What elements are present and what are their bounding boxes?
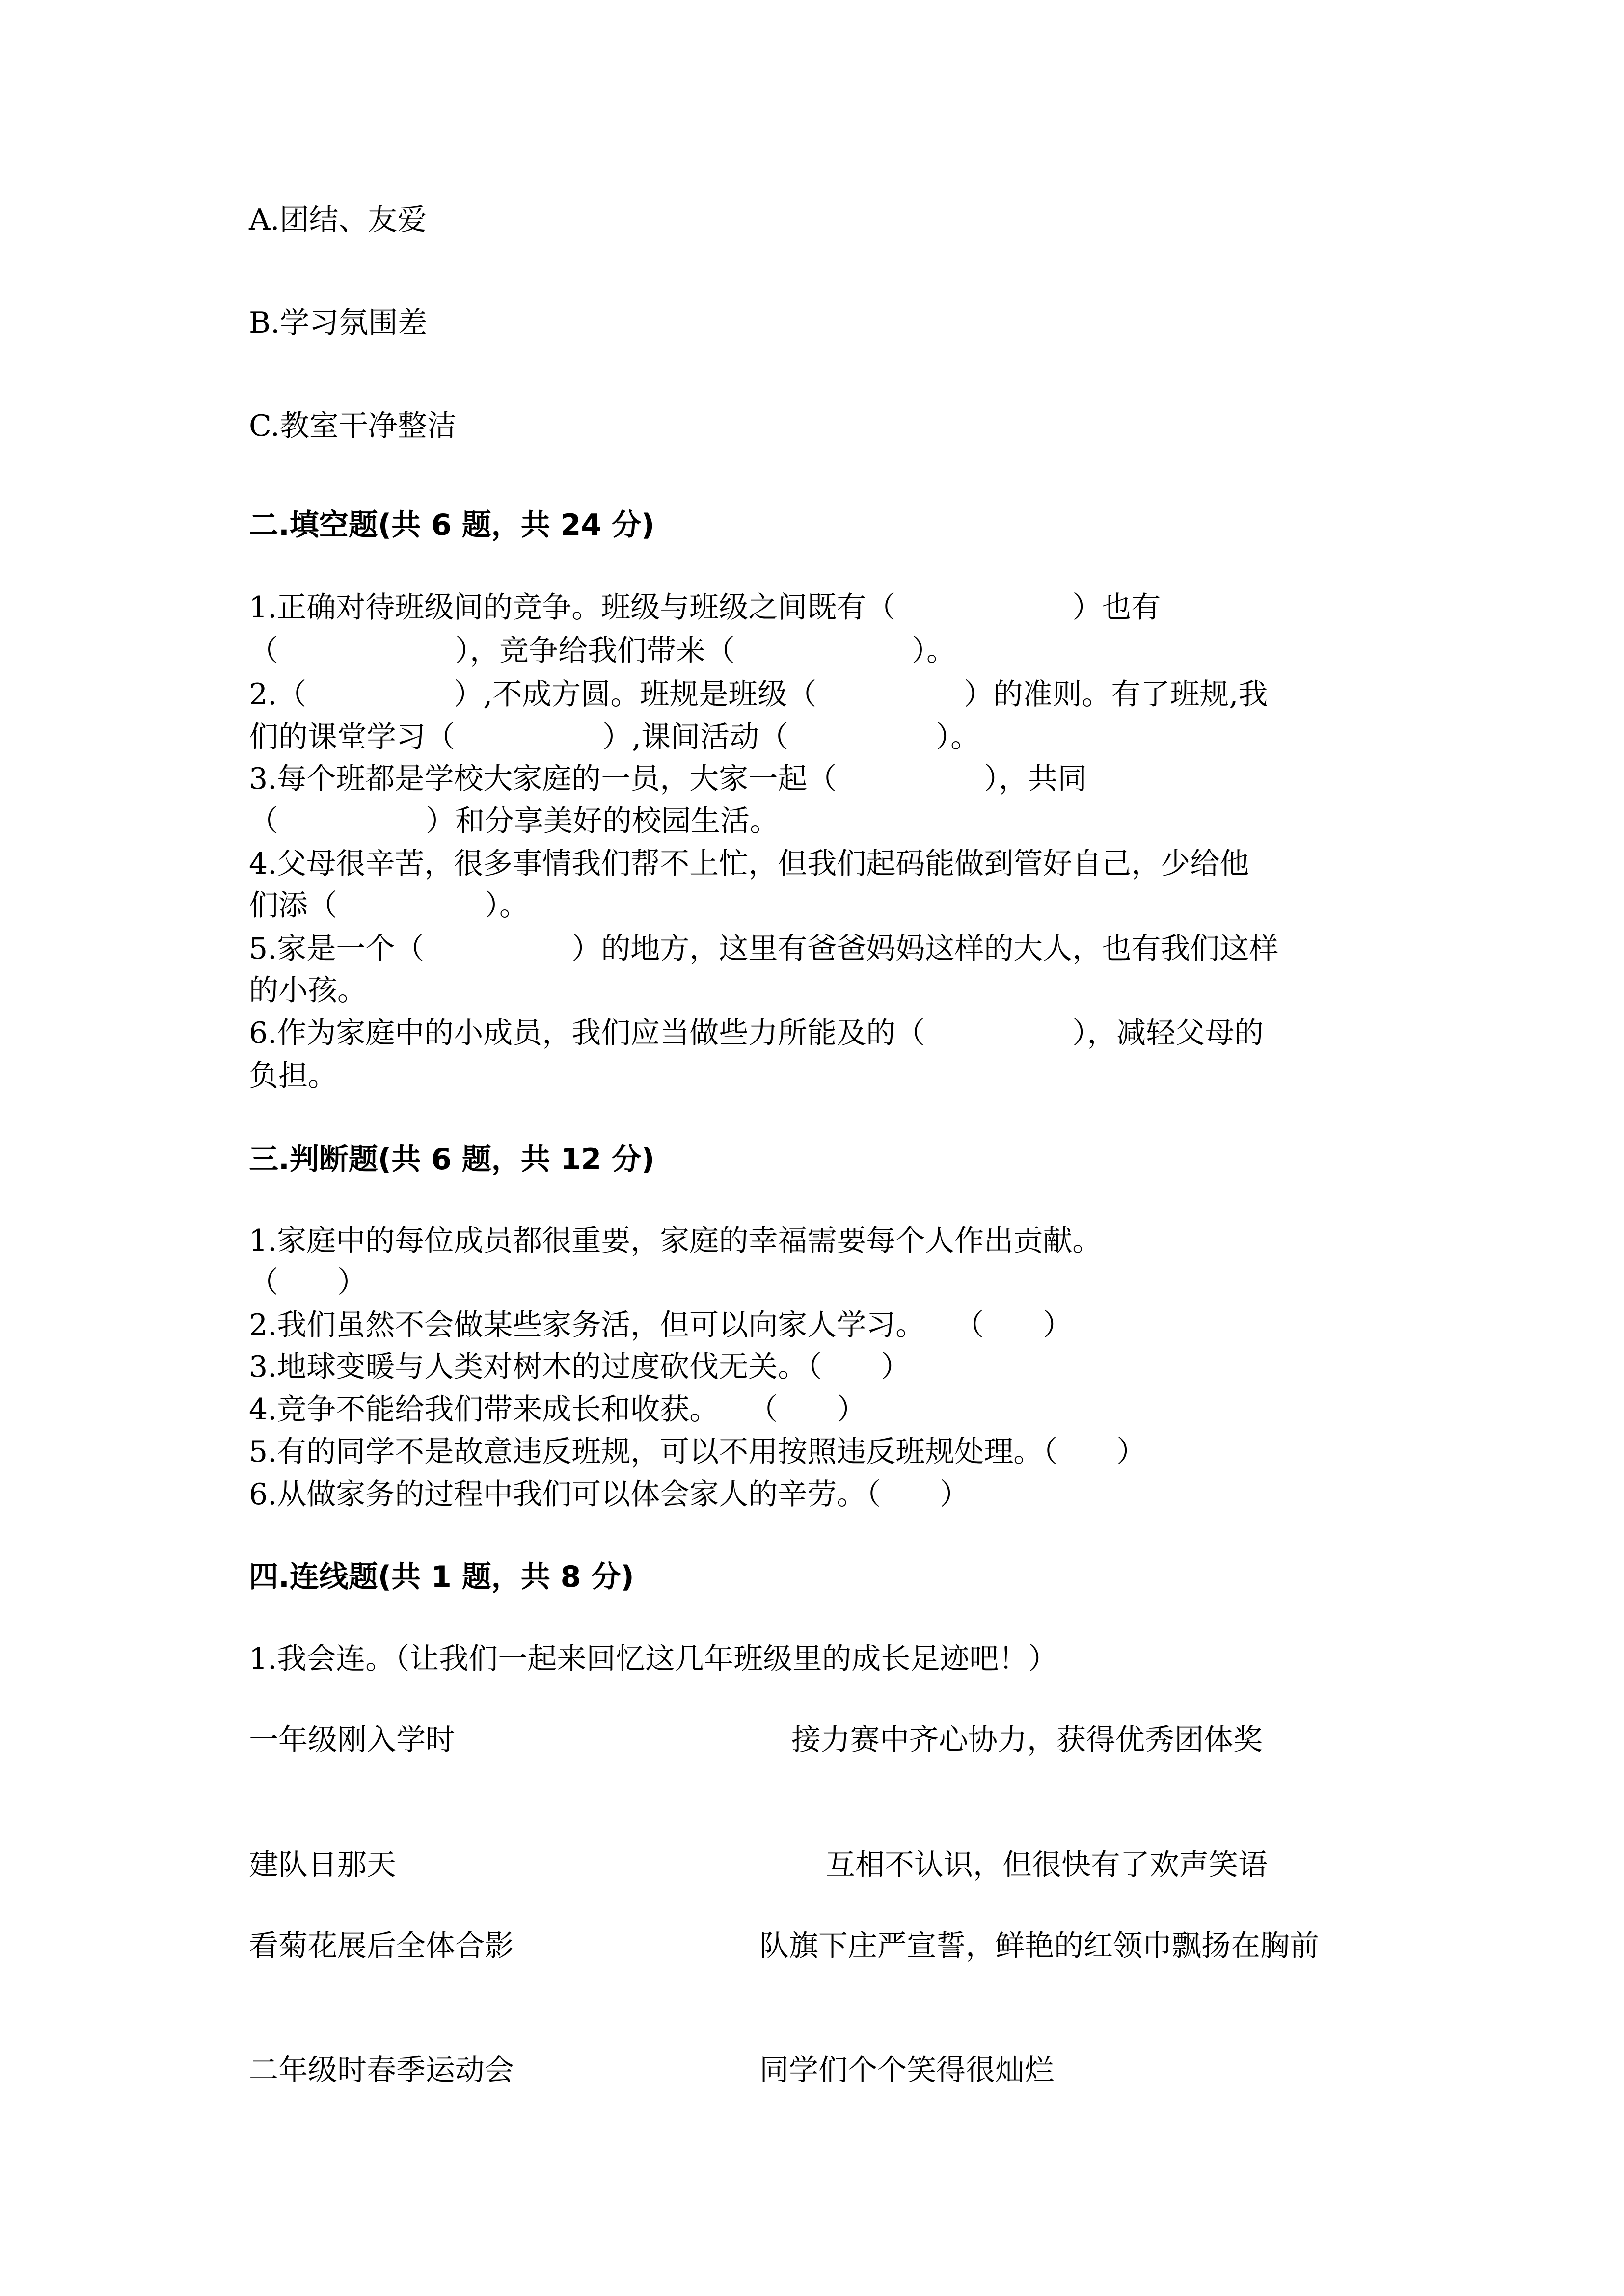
judge-line: 3.地球变暖与人类对树木的过度砍伐无关。（ ） bbox=[249, 1350, 911, 1384]
fill-line: 1.正确对待班级间的竞争。班级与班级之间既有（ ）也有 bbox=[249, 590, 1161, 625]
fill-line: 们的课堂学习（ ）,课间活动（ ）。 bbox=[249, 720, 980, 754]
match-right-item: 互相不认识，但很快有了欢声笑语 bbox=[826, 1848, 1268, 1882]
fill-line: 5.家是一个（ ）的地方，这里有爸爸妈妈这样的大人，也有我们这样 bbox=[249, 932, 1279, 966]
judge-line: 4.竞争不能给我们带来成长和收获。 （ ） bbox=[249, 1392, 866, 1427]
option-a: A.团结、友爱 bbox=[249, 203, 427, 237]
judge-line: 1.家庭中的每位成员都很重要，家庭的幸福需要每个人作出贡献。 bbox=[249, 1224, 1102, 1258]
section-heading-judge: 三.判断题(共 6 题，共 12 分) bbox=[249, 1142, 655, 1176]
fill-line: 3.每个班都是学校大家庭的一员，大家一起（ ），共同 bbox=[249, 762, 1087, 796]
fill-line: 负担。 bbox=[249, 1059, 337, 1093]
fill-line: 2.（ ）,不成方圆。班规是班级（ ）的准则。有了班规,我 bbox=[249, 677, 1268, 712]
match-left-item: 建队日那天 bbox=[249, 1848, 396, 1882]
judge-line: 6.从做家务的过程中我们可以体会家人的辛劳。（ ） bbox=[249, 1477, 970, 1512]
fill-line: 6.作为家庭中的小成员，我们应当做些力所能及的（ ），减轻父母的 bbox=[249, 1016, 1264, 1050]
option-c: C.教室干净整洁 bbox=[249, 409, 457, 443]
fill-line: 的小孩。 bbox=[249, 973, 367, 1008]
option-b: B.学习氛围差 bbox=[249, 306, 428, 340]
fill-line: （ ）和分享美好的校园生活。 bbox=[249, 804, 779, 838]
fill-line: 们添（ ）。 bbox=[249, 888, 529, 923]
judge-line: 2.我们虽然不会做某些家务活，但可以向家人学习。 （ ） bbox=[249, 1308, 1073, 1342]
section-heading-fill-blank: 二.填空题(共 6 题，共 24 分) bbox=[249, 508, 655, 542]
match-right-item: 同学们个个笑得很灿烂 bbox=[759, 2053, 1054, 2087]
match-left-item: 看菊花展后全体合影 bbox=[249, 1929, 514, 1963]
section-heading-match: 四.连线题(共 1 题，共 8 分) bbox=[249, 1560, 634, 1594]
judge-line: 5.有的同学不是故意违反班规，可以不用按照违反班规处理。（ ） bbox=[249, 1435, 1146, 1469]
match-left-item: 一年级刚入学时 bbox=[249, 1723, 455, 1757]
match-left-item: 二年级时春季运动会 bbox=[249, 2053, 514, 2087]
match-right-item: 接力赛中齐心协力，获得优秀团体奖 bbox=[791, 1723, 1263, 1757]
match-right-item: 队旗下庄严宣誓，鲜艳的红领巾飘扬在胸前 bbox=[759, 1929, 1319, 1963]
match-question: 1.我会连。（让我们一起来回忆这几年班级里的成长足迹吧！） bbox=[249, 1642, 1058, 1676]
fill-line: （ ），竞争给我们带来（ ）。 bbox=[249, 634, 956, 668]
judge-line: （ ） bbox=[249, 1265, 367, 1300]
fill-line: 4.父母很辛苦，很多事情我们帮不上忙，但我们起码能做到管好自己，少给他 bbox=[249, 847, 1249, 881]
